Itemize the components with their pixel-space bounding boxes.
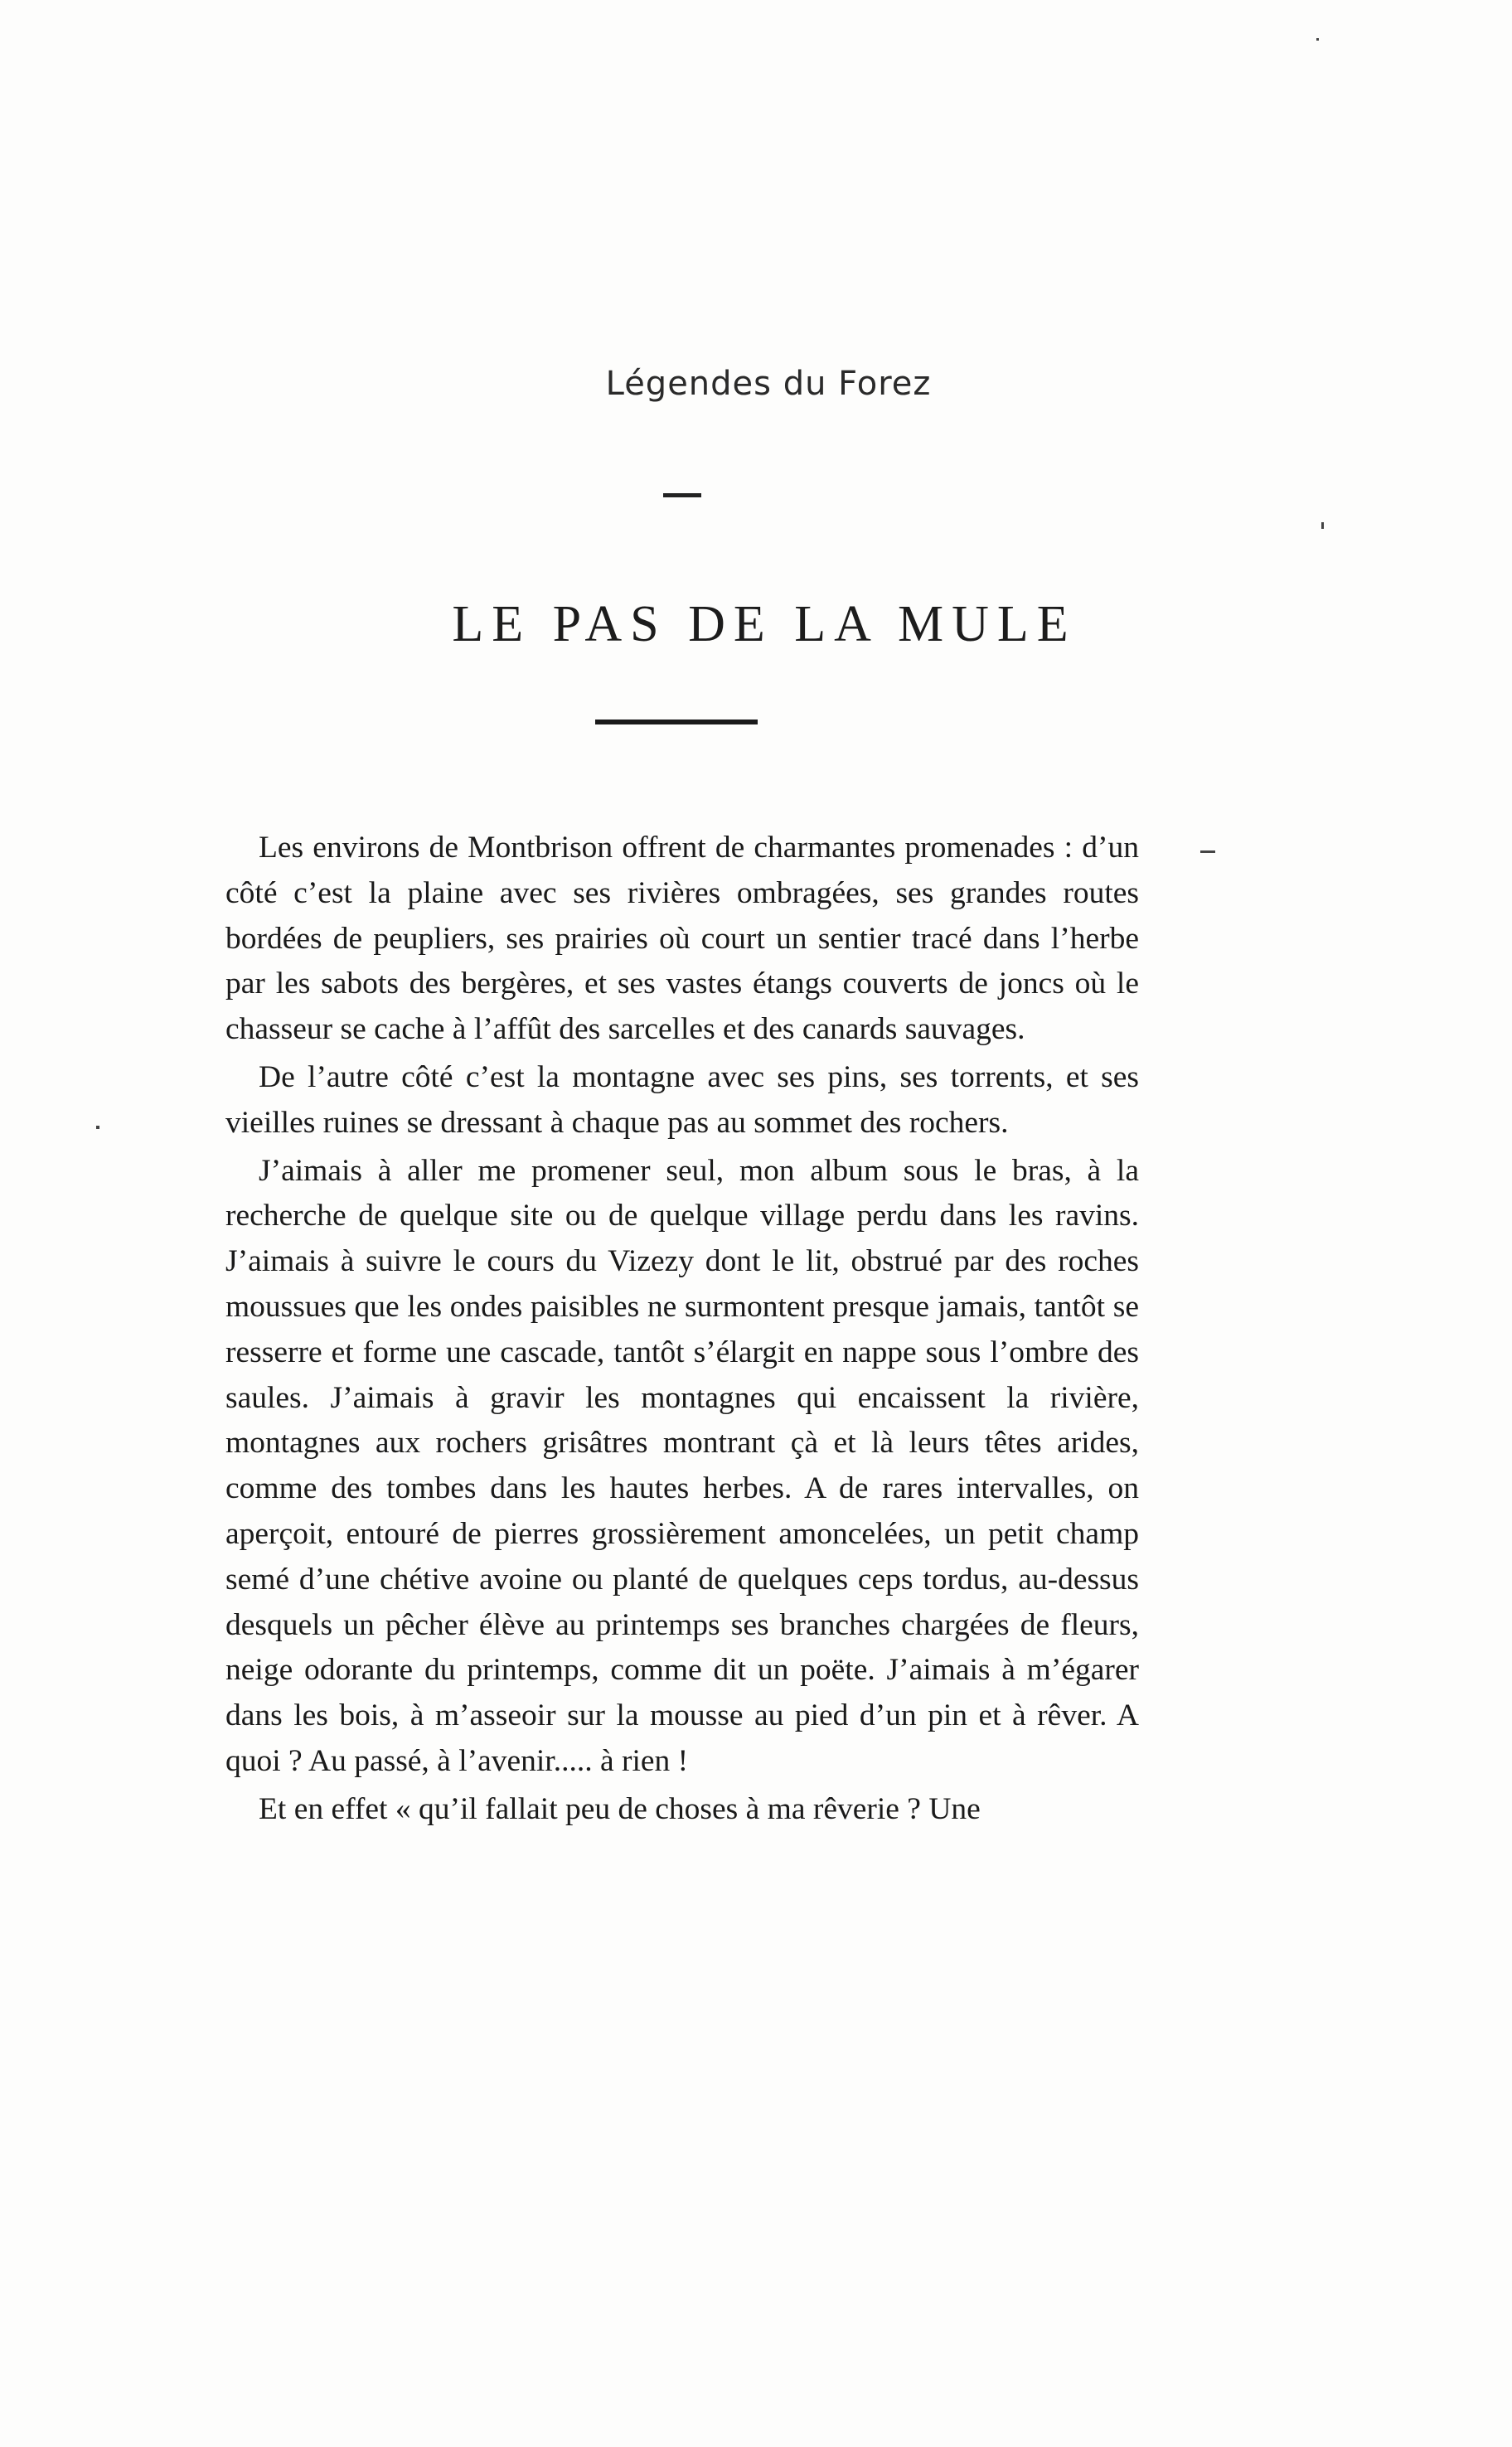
body-text	[225, 826, 1139, 1835]
scan-speck	[96, 1126, 99, 1129]
scan-speck	[1321, 522, 1324, 529]
series-title: Légendes du Forez	[605, 365, 932, 403]
chapter-title: LE PAS DE LA MULE	[452, 596, 1077, 652]
title-underline-rule	[595, 720, 758, 724]
paragraph: Les environs de Montbrison offrent de charmantes promenades : d’un côté c’est la plaine avec ses rivières ombragées, ses grandes routes bordées de peupliers, ses prairies où court un sentier tracé dans l’herbe par les sabots des bergères, et ses vastes étangs couverts de joncs où le chasseur se cache à l’affût des sarcelles et des canards sauvages.	[225, 831, 1139, 1047]
separator-dash	[663, 493, 701, 497]
scan-speck	[1200, 850, 1215, 853]
paragraph: J’aimais à aller me promener seul, mon album sous le bras, à la recherche de quelque site ou de quelque village perdu dans les ravins. J’aimais à suivre le cours du Vizezy dont le lit, obstrué par des roches moussues que les ondes paisibles ne surmontent presque jamais, tantôt se resserre et forme une cascade, tantôt s’élargit en nappe sous l’ombre des saules. J’aimais à gravir les montagnes qui encaissent la rivière, montagnes aux rochers grisâtres montrant çà et là leurs têtes arides, comme des tombes dans les hautes herbes. A de rares intervalles, on aperçoit, entouré de pierres grossièrement amoncelées, un petit champ semé d’une chétive avoine ou planté de quelques ceps tordus, au-dessus desquels un pêcher élève au printemps ses branches chargées de fleurs, neige odorante du printemps, comme dit un poëte. J’aimais à m’égarer dans les bois, à m’asseoir sur la mousse au pied d’un pin et à rêver. A quoi ? Au passé, à l’avenir..... à rien !	[225, 1153, 1139, 1778]
paragraph: Et en effet « qu’il fallait peu de choses à ma rêverie ? Une	[259, 1791, 981, 1826]
paragraph: De l’autre côté c’est la montagne avec ses pins, ses torrents, et ses vieilles ruines se dressant à chaque pas au sommet des rochers.	[225, 1059, 1139, 1140]
scan-speck	[1316, 38, 1319, 41]
